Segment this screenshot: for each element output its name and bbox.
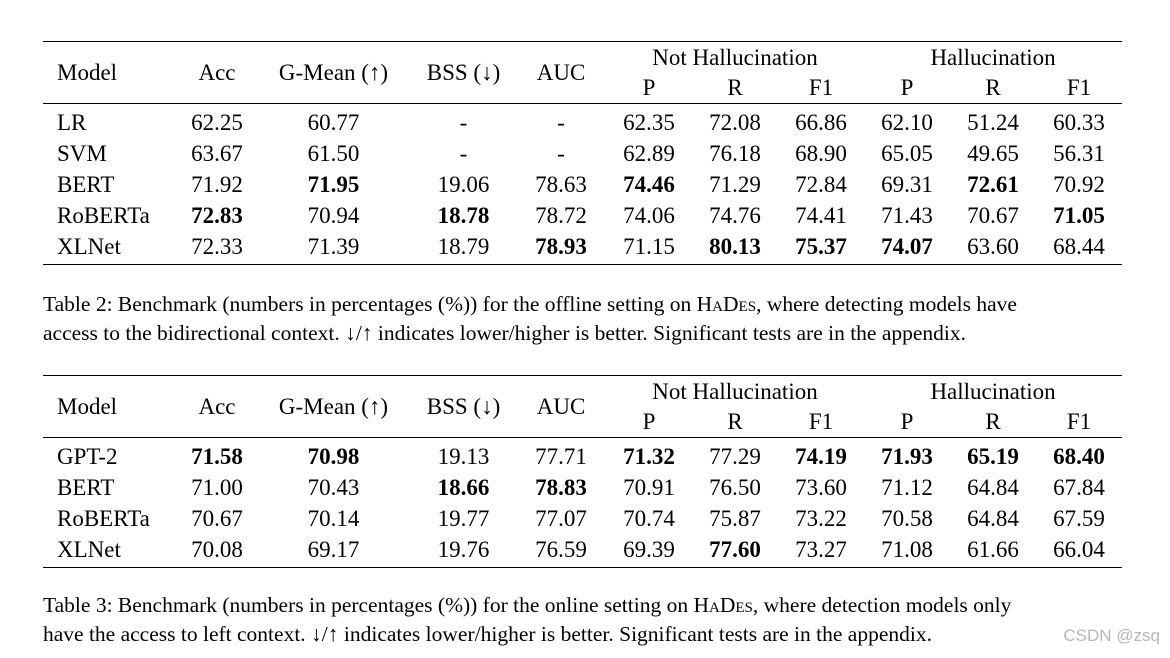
cell-h-f1: 60.33 [1053, 109, 1105, 135]
cell-h-p: 70.58 [881, 505, 933, 531]
cell-h-f1: 56.31 [1053, 140, 1105, 166]
header-h-f1: F1 [1036, 407, 1122, 438]
dataset-name [693, 593, 752, 617]
cell-nh-f1: 68.90 [795, 140, 847, 166]
cell-acc: 72.33 [178, 231, 256, 265]
cell-auc: 78.72 [535, 202, 587, 228]
cell-nh-r: 76.50 [709, 474, 761, 500]
cell-auc: 77.07 [535, 505, 587, 531]
cell-h-r: 70.67 [967, 202, 1019, 228]
cell-h-f1-best: 71.05 [1053, 202, 1105, 228]
dataset-name-d: D [723, 292, 739, 316]
cell-h-p: 69.31 [881, 171, 933, 197]
table-2-header-row [43, 42, 1122, 74]
cell-nh-f1-best: 75.37 [778, 231, 864, 265]
cell-bss-best: 18.66 [437, 474, 490, 500]
cell-nh-p: 62.89 [623, 140, 675, 166]
header-nh-p: P [606, 73, 692, 104]
cell-acc: 70.08 [178, 534, 256, 568]
cell-bss: - [459, 140, 468, 166]
header-hallucination: Hallucination [864, 42, 1122, 74]
dataset-name-a: a [708, 593, 720, 617]
cell-nh-p: 71.15 [606, 231, 692, 265]
watermark: CSDN @zsq [1063, 626, 1160, 645]
table-2-caption [43, 290, 1128, 348]
cell-h-p: 71.12 [881, 474, 933, 500]
cell-h-f1: 68.44 [1036, 231, 1122, 265]
caption-text: Table 2: Benchmark (numbers in percentages (%)) for the offline setting on [43, 292, 697, 316]
cell-nh-f1: 73.60 [795, 474, 847, 500]
table-row [43, 200, 1122, 231]
dataset-name-d: D [719, 593, 736, 617]
cell-h-f1: 67.59 [1053, 505, 1105, 531]
header-bss: BSS (↓) [411, 42, 516, 104]
header-hallucination: Hallucination [864, 376, 1122, 408]
cell-nh-f1-best: 74.19 [795, 443, 847, 469]
cell-acc: 63.67 [191, 140, 243, 166]
cell-model: SVM [57, 140, 107, 166]
header-nh-r: R [692, 73, 778, 104]
cell-gmean-best: 70.98 [307, 443, 360, 469]
table-row [43, 169, 1122, 200]
caption-text: , where detecting models have [756, 292, 1017, 316]
header-h-p: P [864, 73, 950, 104]
cell-bss: 18.79 [411, 231, 516, 265]
table-row [43, 534, 1122, 568]
cell-h-p-best: 74.07 [864, 231, 950, 265]
cell-h-r: 64.84 [967, 505, 1019, 531]
cell-auc: 76.59 [516, 534, 606, 568]
cell-nh-r: 75.87 [709, 505, 761, 531]
cell-nh-r: 74.76 [709, 202, 761, 228]
table-2-grid [43, 41, 1122, 265]
cell-auc-best: 78.83 [535, 474, 587, 500]
cell-auc: - [557, 140, 565, 166]
header-not-hallucination: Not Hallucination [606, 42, 864, 74]
cell-h-r: 63.60 [950, 231, 1036, 265]
header-not-hallucination: Not Hallucination [606, 376, 864, 408]
header-model: Model [43, 376, 178, 438]
cell-auc: 78.63 [535, 171, 587, 197]
cell-acc: 70.67 [191, 505, 243, 531]
cell-nh-r: 77.29 [709, 443, 761, 469]
cell-nh-p: 70.74 [623, 505, 675, 531]
table-row [43, 231, 1122, 265]
cell-model: XLNet [43, 534, 178, 568]
table-3-grid [43, 375, 1122, 568]
cell-nh-r-best: 77.60 [692, 534, 778, 568]
caption-text: Table 3: Benchmark (numbers in percentages (%)) for the online setting on [43, 593, 694, 617]
cell-nh-p: 70.91 [623, 474, 675, 500]
cell-gmean: 70.94 [307, 202, 360, 228]
dataset-name-h: H [693, 593, 709, 617]
header-acc: Acc [178, 376, 256, 438]
cell-acc-best: 71.58 [191, 443, 243, 469]
cell-nh-r: 71.29 [709, 171, 761, 197]
cell-gmean: 61.50 [307, 140, 360, 166]
header-bss: BSS (↓) [411, 376, 516, 438]
cell-nh-f1: 73.27 [778, 534, 864, 568]
header-auc: AUC [516, 376, 606, 438]
table-2 [43, 41, 1122, 265]
cell-h-f1: 70.92 [1053, 171, 1105, 197]
cell-acc: 71.92 [191, 171, 243, 197]
header-nh-f1: F1 [778, 407, 864, 438]
cell-nh-p-best: 71.32 [623, 443, 675, 469]
cell-acc-best: 72.83 [191, 202, 243, 228]
cell-bss: 19.06 [437, 171, 490, 197]
cell-nh-r: 76.18 [709, 140, 761, 166]
header-h-f1: F1 [1036, 73, 1122, 104]
cell-h-r: 61.66 [950, 534, 1036, 568]
cell-h-f1-best: 68.40 [1053, 443, 1105, 469]
cell-bss-best: 18.78 [437, 202, 490, 228]
cell-model: LR [57, 109, 87, 135]
caption-line-2: have the access to left context. ↓/↑ indicates lower/higher is better. Significant tests are in the appendix. [43, 622, 932, 646]
cell-h-p: 71.08 [864, 534, 950, 568]
table-3 [43, 375, 1122, 568]
cell-h-f1: 67.84 [1053, 474, 1105, 500]
header-nh-p: P [606, 407, 692, 438]
cell-acc: 62.25 [191, 109, 243, 135]
cell-nh-p-best: 74.46 [623, 171, 675, 197]
cell-nh-f1: 66.86 [795, 109, 847, 135]
table-3-caption [43, 591, 1128, 649]
cell-nh-f1: 73.22 [795, 505, 847, 531]
table-row [43, 503, 1122, 534]
dataset-name-es: es [735, 593, 753, 617]
cell-auc: 77.71 [535, 443, 587, 469]
dataset-name-h: H [696, 292, 713, 316]
header-auc: AUC [516, 42, 606, 104]
cell-gmean: 70.43 [307, 474, 360, 500]
caption-text: , where detection models only [752, 593, 1012, 617]
header-gmean: G-Mean (↑) [256, 376, 411, 438]
dataset-name-es: es [738, 292, 757, 316]
cell-nh-p: 69.39 [606, 534, 692, 568]
table-row [43, 104, 1122, 139]
cell-model: RoBERTa [57, 505, 150, 531]
cell-nh-p: 62.35 [623, 109, 675, 135]
caption-line-1 [43, 591, 1128, 620]
cell-model: RoBERTa [57, 202, 150, 228]
cell-model: XLNet [43, 231, 178, 265]
cell-bss: 19.13 [437, 443, 490, 469]
header-h-p: P [864, 407, 950, 438]
cell-nh-f1: 74.41 [795, 202, 847, 228]
table-row [43, 438, 1122, 473]
cell-h-p-best: 71.93 [881, 443, 933, 469]
cell-h-p: 71.43 [881, 202, 933, 228]
cell-h-r: 51.24 [967, 109, 1019, 135]
cell-bss: 19.76 [411, 534, 516, 568]
cell-gmean: 60.77 [307, 109, 360, 135]
cell-nh-r: 72.08 [709, 109, 761, 135]
header-h-r: R [950, 73, 1036, 104]
cell-auc: - [557, 109, 565, 135]
cell-auc-best: 78.93 [516, 231, 606, 265]
header-acc: Acc [178, 42, 256, 104]
cell-nh-f1: 72.84 [795, 171, 847, 197]
cell-model: GPT-2 [57, 443, 118, 469]
header-gmean: G-Mean (↑) [256, 42, 411, 104]
cell-nh-p: 74.06 [623, 202, 675, 228]
table-row [43, 138, 1122, 169]
cell-h-r-best: 65.19 [967, 443, 1019, 469]
header-model: Model [43, 42, 178, 104]
cell-model: BERT [57, 474, 115, 500]
cell-nh-r-best: 80.13 [692, 231, 778, 265]
cell-acc: 71.00 [191, 474, 243, 500]
cell-h-p: 62.10 [881, 109, 933, 135]
dataset-name-a: a [712, 292, 724, 316]
caption-line-1 [43, 290, 1128, 319]
cell-gmean: 69.17 [256, 534, 411, 568]
cell-bss: 19.77 [437, 505, 490, 531]
header-nh-r: R [692, 407, 778, 438]
caption-line-2: access to the bidirectional context. ↓/↑ indicates lower/higher is better. Significant tests are in the appendix. [43, 321, 967, 345]
cell-gmean: 71.39 [256, 231, 411, 265]
cell-h-r-best: 72.61 [967, 171, 1019, 197]
cell-gmean-best: 71.95 [307, 171, 360, 197]
cell-h-r: 64.84 [967, 474, 1019, 500]
cell-model: BERT [57, 171, 115, 197]
dataset-name [697, 292, 756, 316]
table-row [43, 472, 1122, 503]
cell-h-r: 49.65 [967, 140, 1019, 166]
cell-gmean: 70.14 [307, 505, 360, 531]
cell-bss: - [459, 109, 468, 135]
header-nh-f1: F1 [778, 73, 864, 104]
cell-h-f1: 66.04 [1036, 534, 1122, 568]
cell-h-p: 65.05 [881, 140, 933, 166]
header-h-r: R [950, 407, 1036, 438]
table-3-header-row [43, 376, 1122, 408]
